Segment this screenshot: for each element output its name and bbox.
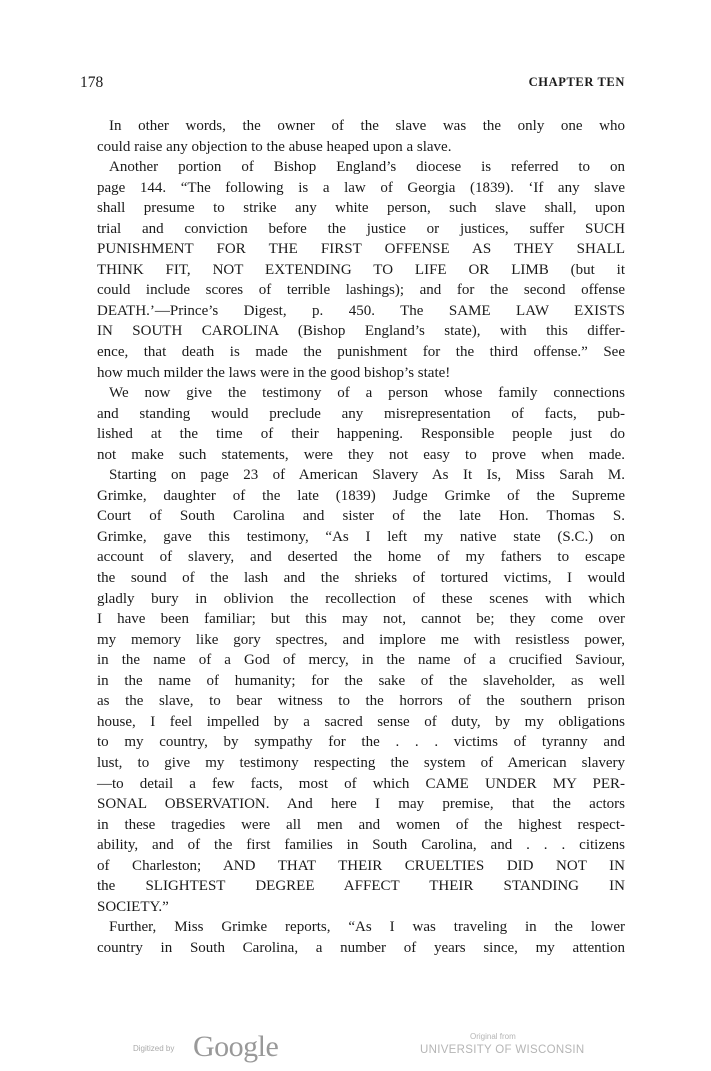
body-text — [97, 116, 625, 958]
text-line: could include scores of terrible lashings); and for the second offense — [97, 282, 625, 299]
text-line: lished at the time of their happening. Responsible people just do — [97, 426, 625, 443]
text-line: my memory like gory spectres, and implore me with resistless power, — [97, 631, 625, 648]
page-header — [80, 74, 625, 94]
chapter-title: CHAPTER TEN — [528, 75, 625, 89]
text-line: ability, and of the first families in South Carolina, and . . . citizens — [97, 837, 625, 854]
text-line: Court of South Carolina and sister of the late Hon. Thomas S. — [97, 508, 625, 525]
text-line: gladly bury in oblivion the recollection of these scenes with which — [97, 590, 625, 607]
text-line: in these tragedies were all men and women of the highest respect- — [97, 816, 625, 833]
text-line: SOCIETY.” — [97, 898, 169, 915]
text-line: Starting on page 23 of American Slavery As It Is, Miss Sarah M. — [109, 467, 625, 484]
text-line: I have been familiar; but this may not, cannot be; they come over — [97, 611, 625, 628]
text-line: THINK FIT, NOT EXTENDING TO LIFE OR LIMB (but it — [97, 261, 625, 278]
text-line: to my country, by sympathy for the . . . victims of tyranny and — [97, 734, 625, 751]
text-line: the SLIGHTEST DEGREE AFFECT THEIR STANDING IN — [97, 878, 625, 895]
text-line: of Charleston; AND THAT THEIR CRUELTIES DID NOT IN — [97, 857, 625, 874]
text-line: IN SOUTH CAROLINA (Bishop England’s state), with this differ- — [97, 323, 625, 340]
university-label: UNIVERSITY OF WISCONSIN — [420, 1044, 585, 1056]
text-line: the sound of the lash and the shrieks of tortured victims, I would — [97, 570, 625, 587]
text-line: —to detail a few facts, most of which CAME UNDER MY PER- — [97, 775, 625, 792]
text-line: as the slave, to bear witness to the horrors of the southern prison — [97, 693, 625, 710]
text-line: and standing would preclude any misrepresentation of facts, pub- — [97, 405, 625, 422]
text-line: In other words, the owner of the slave was the only one who — [109, 118, 625, 134]
text-line: in the name of humanity; for the sake of the slaveholder, as well — [97, 672, 625, 689]
text-line: SONAL OBSERVATION. And here I may premise, that the actors — [97, 796, 625, 813]
text-line: account of slavery, and deserted the home of my fathers to escape — [97, 549, 625, 566]
page-number: 178 — [80, 74, 104, 91]
google-logo: Google — [193, 1030, 279, 1063]
text-line: lust, to give my testimony respecting the system of American slavery — [97, 754, 625, 771]
footer-watermark — [0, 1030, 711, 1070]
digitized-by-label: Digitized by — [133, 1044, 175, 1053]
text-line: not make such statements, were they not easy to prove when made. — [97, 446, 625, 463]
text-line: DEATH.’—Prince’s Digest, p. 450. The SAME LAW EXISTS — [97, 302, 625, 319]
text-line: page 144. “The following is a law of Georgia (1839). ‘If any slave — [97, 179, 625, 196]
text-line: shall presume to strike any white person, such slave shall, upon — [97, 200, 625, 217]
text-line: Grimke, daughter of the late (1839) Judge Grimke of the Supreme — [97, 487, 625, 504]
text-line: Another portion of Bishop England’s diocese is referred to on — [109, 159, 625, 176]
text-line: PUNISHMENT FOR THE FIRST OFFENSE AS THEY SHALL — [97, 241, 625, 258]
original-from-label: Original from — [470, 1032, 516, 1041]
text-line: We now give the testimony of a person whose family connections — [109, 385, 625, 402]
text-line: how much milder the laws were in the good bishop’s state! — [97, 364, 451, 381]
text-line: Further, Miss Grimke reports, “As I was traveling in the lower — [109, 919, 625, 936]
text-line: house, I feel impelled by a sacred sense of duty, by my obligations — [97, 713, 625, 730]
text-line: in the name of a God of mercy, in the name of a crucified Saviour, — [97, 652, 625, 669]
text-line: country in South Carolina, a number of years since, my attention — [97, 939, 625, 956]
text-line: Grimke, gave this testimony, “As I left my native state (S.C.) on — [97, 528, 625, 545]
text-line: ence, that death is made the punishment for the third offense.” See — [97, 344, 625, 361]
text-line: could raise any objection to the abuse heaped upon a slave. — [97, 138, 452, 155]
text-line: trial and conviction before the justice or justices, suffer SUCH — [97, 220, 625, 237]
